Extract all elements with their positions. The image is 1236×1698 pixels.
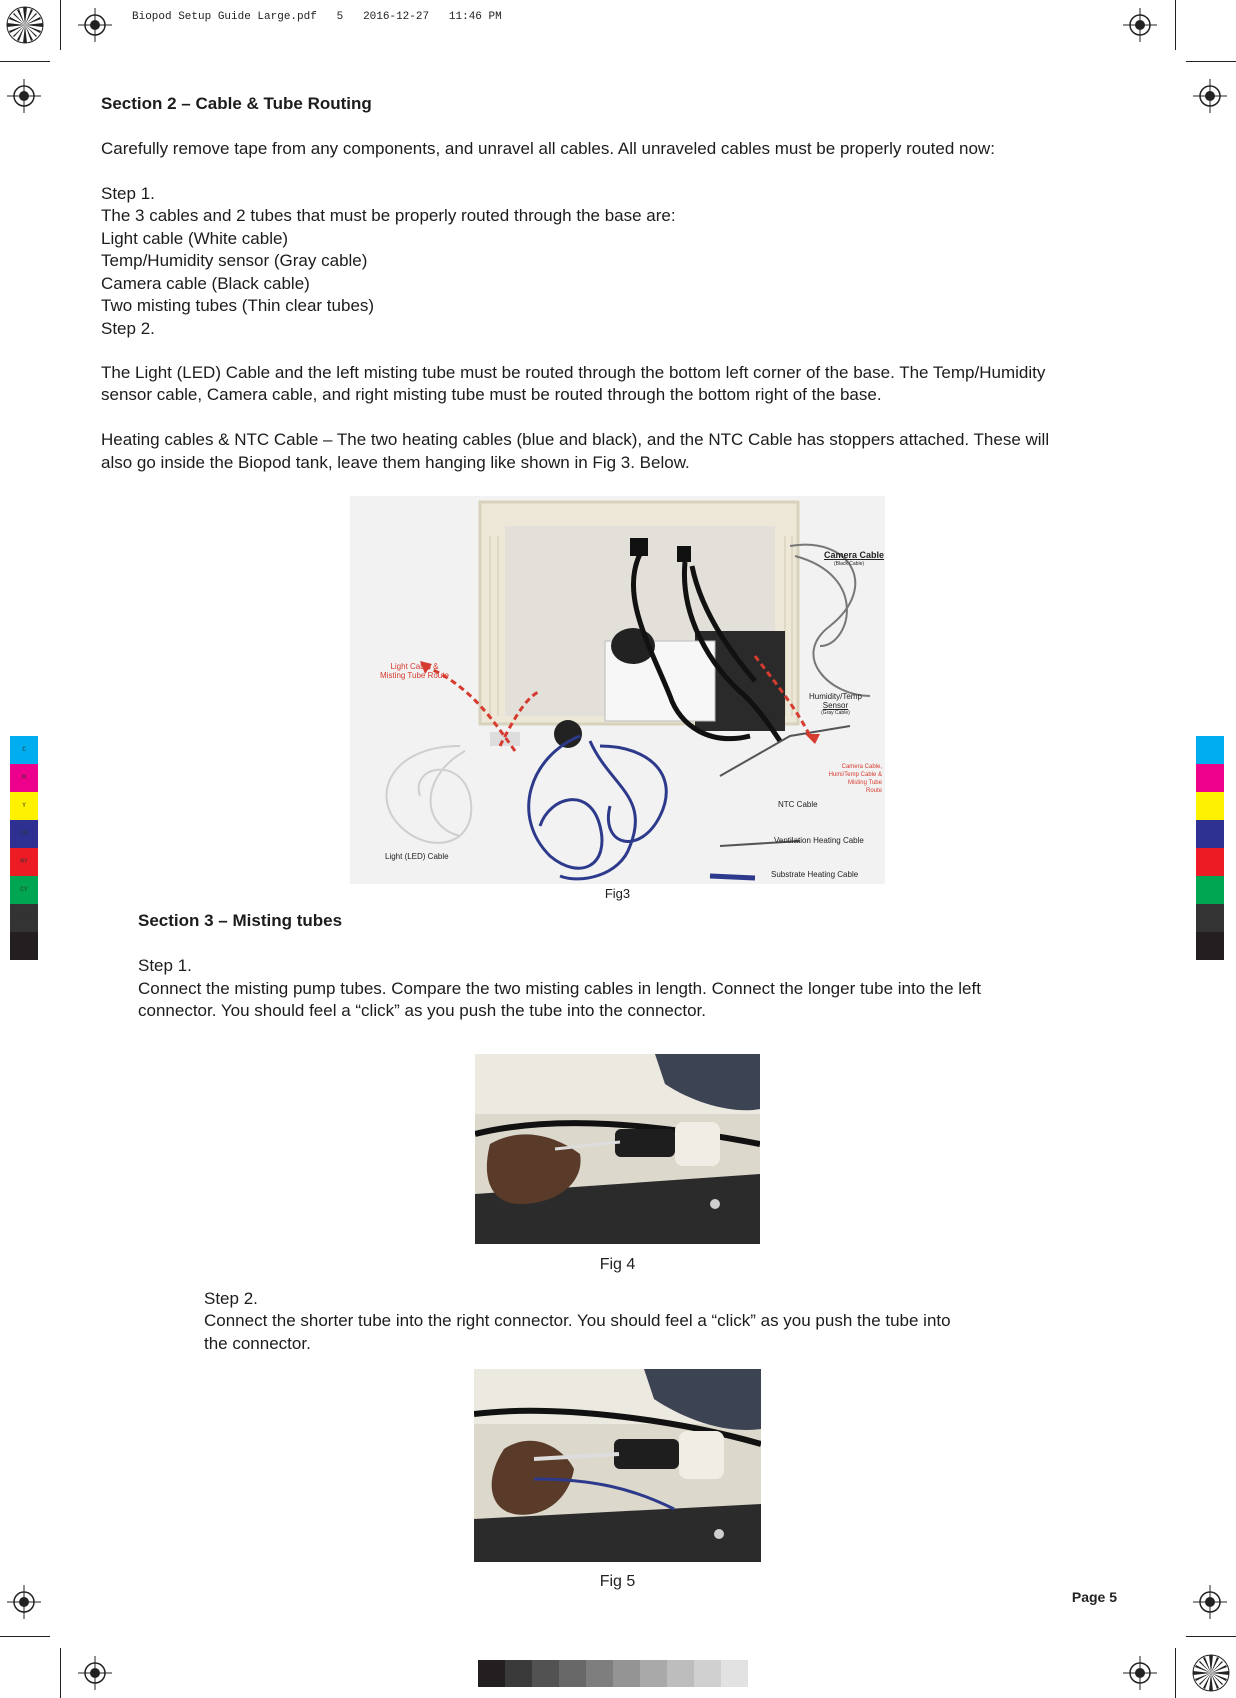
starburst-target-icon	[1191, 1653, 1231, 1693]
trim-mark	[1175, 1648, 1176, 1698]
fig3-label-humidity-sub: (Gray Cable)	[821, 710, 850, 716]
trim-mark	[0, 61, 50, 62]
swatch-magenta	[1196, 764, 1224, 792]
registration-mark-icon	[1122, 7, 1158, 43]
fig5-photo	[474, 1369, 761, 1562]
fig3-label-camera-cable-sub: (Black Cable)	[834, 561, 865, 567]
gray-ramp-swatch	[478, 1660, 505, 1687]
routing-paragraph-line: The Light (LED) Cable and the left misting tube must be routed through the bottom left corner of the base. The Temp/Humidity	[101, 363, 1046, 382]
fig3-label-light-route-line: Misting Tube Route	[380, 671, 449, 680]
fig3-label-right-route-line: Humi/Temp Cable &	[828, 772, 882, 778]
trim-mark	[1186, 1636, 1236, 1637]
heating-paragraph-line: Heating cables & NTC Cable – The two heating cables (blue and black), and the NTC Cable has stoppers attached. These will	[101, 430, 1050, 449]
fig3-label-light-led: Light (LED) Cable	[385, 852, 449, 861]
print-slug	[132, 11, 502, 23]
swatch-magenta: M	[10, 764, 38, 792]
slug-page: 5	[336, 11, 344, 23]
section3-step2-label: Step 2.	[204, 1289, 258, 1308]
registration-mark-icon	[77, 7, 113, 43]
color-bar-right	[1196, 736, 1224, 960]
section2-intro: Carefully remove tape from any components, and unravel all cables. All unraveled cables must be properly routed now:	[101, 139, 995, 158]
fig3-label-ventilation: Ventilation Heating Cable	[774, 836, 864, 845]
fig3-label-right-route-line: Route	[865, 788, 882, 794]
gray-ramp-swatch	[613, 1660, 640, 1687]
cable-list-item: Two misting tubes (Thin clear tubes)	[101, 296, 375, 315]
swatch-cmy	[1196, 904, 1224, 932]
swatch-cy: CY	[10, 876, 38, 904]
fig4-illustration	[475, 1054, 760, 1244]
fig3-label-light-route	[380, 662, 449, 680]
gray-ramp-swatch	[694, 1660, 721, 1687]
swatch-yellow	[1196, 792, 1224, 820]
gray-ramp-swatch	[667, 1660, 694, 1687]
fig3-photo	[350, 496, 885, 884]
fig4-photo	[475, 1054, 760, 1244]
slug-filename: Biopod Setup Guide Large.pdf	[132, 11, 317, 23]
registration-mark-icon	[1192, 78, 1228, 114]
trim-mark	[1186, 61, 1236, 62]
gray-ramp-swatch	[532, 1660, 559, 1687]
fig3-label-substrate: Substrate Heating Cable	[771, 870, 859, 879]
slug-date: 2016-12-27	[363, 11, 430, 23]
fig3-label-right-route-line: Misting Tube	[847, 780, 882, 786]
gray-ramp-swatch	[586, 1660, 613, 1687]
slug-time: 11:46 PM	[448, 11, 502, 23]
routing-paragraph-line: sensor cable, Camera cable, and right misting tube must be routed through the bottom right of the base.	[101, 385, 882, 404]
fig4-caption: Fig 4	[599, 1256, 636, 1273]
swatch-yellow: Y	[10, 792, 38, 820]
swatch-cyan: C	[10, 736, 38, 764]
fig3-label-ntc: NTC Cable	[778, 800, 818, 809]
fig3-label-light-route-line: Light Cable &	[390, 662, 439, 671]
fig3-label-right-route-line: Camera Cable,	[841, 764, 882, 770]
registration-mark-icon	[77, 1655, 113, 1691]
swatch-k	[1196, 932, 1224, 960]
gray-ramp	[478, 1660, 748, 1687]
swatch-cm	[1196, 820, 1224, 848]
color-bar-left	[10, 736, 38, 960]
cable-list-item: Light cable (White cable)	[101, 229, 289, 248]
section3-title: Section 3 – Misting tubes	[138, 911, 343, 930]
fig5-caption: Fig 5	[599, 1573, 636, 1590]
section3-step1-line: connector. You should feel a “click” as you push the tube into the connector.	[138, 1001, 706, 1020]
step2-label: Step 2.	[101, 319, 155, 338]
registration-mark-icon	[1192, 1584, 1228, 1620]
fig3-caption: Fig3	[604, 886, 631, 901]
swatch-cm: CM	[10, 820, 38, 848]
registration-mark-icon	[6, 78, 42, 114]
section2-title: Section 2 – Cable & Tube Routing	[101, 94, 372, 113]
step1-label: Step 1.	[101, 184, 155, 203]
cable-list-item: Camera cable (Black cable)	[101, 274, 310, 293]
gray-ramp-swatch	[559, 1660, 586, 1687]
cable-list-item: Temp/Humidity sensor (Gray cable)	[101, 251, 368, 270]
trim-mark	[1175, 0, 1176, 50]
section3-step2-line: Connect the shorter tube into the right connector. You should feel a “click” as you push the tube into	[204, 1311, 951, 1330]
swatch-cyan	[1196, 736, 1224, 764]
fig3-label-right-route	[820, 763, 882, 795]
heating-paragraph-line: also go inside the Biopod tank, leave them hanging like shown in Fig 3. Below.	[101, 453, 690, 472]
section3-step1-line: Connect the misting pump tubes. Compare the two misting cables in length. Connect the longer tube into the left	[138, 979, 981, 998]
swatch-cmy: CMY	[10, 904, 38, 932]
gray-ramp-swatch	[721, 1660, 748, 1687]
swatch-my	[1196, 848, 1224, 876]
section3-step2-line: the connector.	[204, 1334, 311, 1353]
gray-ramp-swatch	[505, 1660, 532, 1687]
fig3-label-humidity	[809, 692, 862, 716]
swatch-my: MY	[10, 848, 38, 876]
section3-step1-label: Step 1.	[138, 956, 192, 975]
swatch-k	[10, 932, 38, 960]
page-number: Page 5	[1071, 1589, 1117, 1605]
starburst-target-icon	[5, 5, 45, 45]
registration-mark-icon	[6, 1584, 42, 1620]
step1-text: The 3 cables and 2 tubes that must be properly routed through the base are:	[101, 206, 676, 225]
registration-mark-icon	[1122, 1655, 1158, 1691]
trim-mark	[60, 0, 61, 50]
fig3-label-camera-cable: Camera Cable	[824, 550, 885, 560]
swatch-cy	[1196, 876, 1224, 904]
trim-mark	[60, 1648, 61, 1698]
fig5-illustration	[474, 1369, 761, 1562]
fig3-illustration	[350, 496, 885, 884]
gray-ramp-swatch	[640, 1660, 667, 1687]
fig3-label-humidity-line: Humidity/Temp	[809, 692, 862, 701]
trim-mark	[0, 1636, 50, 1637]
fig3-label-humidity-line: Sensor	[822, 701, 849, 710]
